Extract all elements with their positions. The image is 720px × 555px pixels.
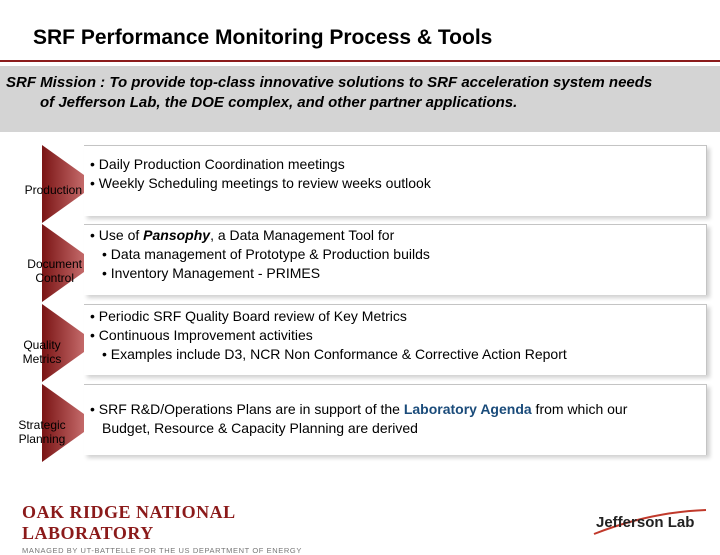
stage-label-line: Planning <box>18 432 66 446</box>
document-control-bullets <box>90 226 430 283</box>
ornl-name: OAK RIDGE NATIONAL LABORATORY <box>22 502 235 543</box>
ornl-subtitle: MANAGED BY UT-BATTELLE FOR THE US DEPARTMENT OF ENERGY <box>22 546 302 555</box>
process-row-document-control <box>0 224 720 302</box>
sub-bullet-item: • Examples include D3, NCR Non Conformance & Corrective Action Report <box>102 346 567 362</box>
stage-label-production: Production <box>24 183 82 197</box>
bullet-item: • Weekly Scheduling meetings to review weeks outlook <box>90 175 431 191</box>
stage-label-strategic-planning <box>0 418 84 446</box>
process-row-quality-metrics <box>0 304 720 382</box>
stage-label-line: Document <box>27 257 82 271</box>
sub-bullet-item: • Inventory Management - PRIMES <box>102 265 321 281</box>
jefferson-lab-name: Jefferson Lab <box>596 514 695 531</box>
slide-title: SRF Performance Monitoring Process & Tools <box>33 26 493 49</box>
mission-banner <box>0 66 720 132</box>
jefferson-lab-logo <box>590 508 710 536</box>
mission-line-1: SRF Mission : To provide top-class innovative solutions to SRF acceleration system needs <box>6 74 653 91</box>
process-row-strategic-planning <box>0 384 720 462</box>
strategic-planning-bullets <box>90 400 627 438</box>
stage-label-line: Quality <box>23 338 61 352</box>
stage-label-line: Strategic <box>18 418 66 432</box>
pansophy-emphasis: Pansophy <box>143 227 211 243</box>
bullet-item: • Continuous Improvement activities <box>90 327 313 343</box>
production-bullets <box>90 155 431 193</box>
process-row-production <box>0 145 720 223</box>
stage-label-document-control <box>0 257 82 285</box>
bullet-item: • Periodic SRF Quality Board review of Key Metrics <box>90 308 407 324</box>
stage-label-line: Control <box>35 271 74 285</box>
stage-label-line: Metrics <box>22 352 62 366</box>
laboratory-agenda-highlight: Laboratory Agenda <box>403 401 532 417</box>
bullet-item: • Use of Pansophy, a Data Management Tool for <box>90 227 395 243</box>
bullet-continuation: Budget, Resource & Capacity Planning are derived <box>102 420 418 436</box>
mission-line-2: of Jefferson Lab, the DOE complex, and other partner applications. <box>40 94 518 111</box>
bullet-item: • SRF R&D/Operations Plans are in support of the Laboratory Agenda from which our <box>90 401 628 417</box>
title-divider <box>0 60 720 62</box>
stage-label-quality-metrics <box>0 338 84 366</box>
ornl-logo <box>22 502 312 555</box>
quality-metrics-bullets <box>90 307 567 364</box>
bullet-item: • Daily Production Coordination meetings <box>90 156 345 172</box>
sub-bullet-item: • Data management of Prototype & Production builds <box>102 246 430 262</box>
